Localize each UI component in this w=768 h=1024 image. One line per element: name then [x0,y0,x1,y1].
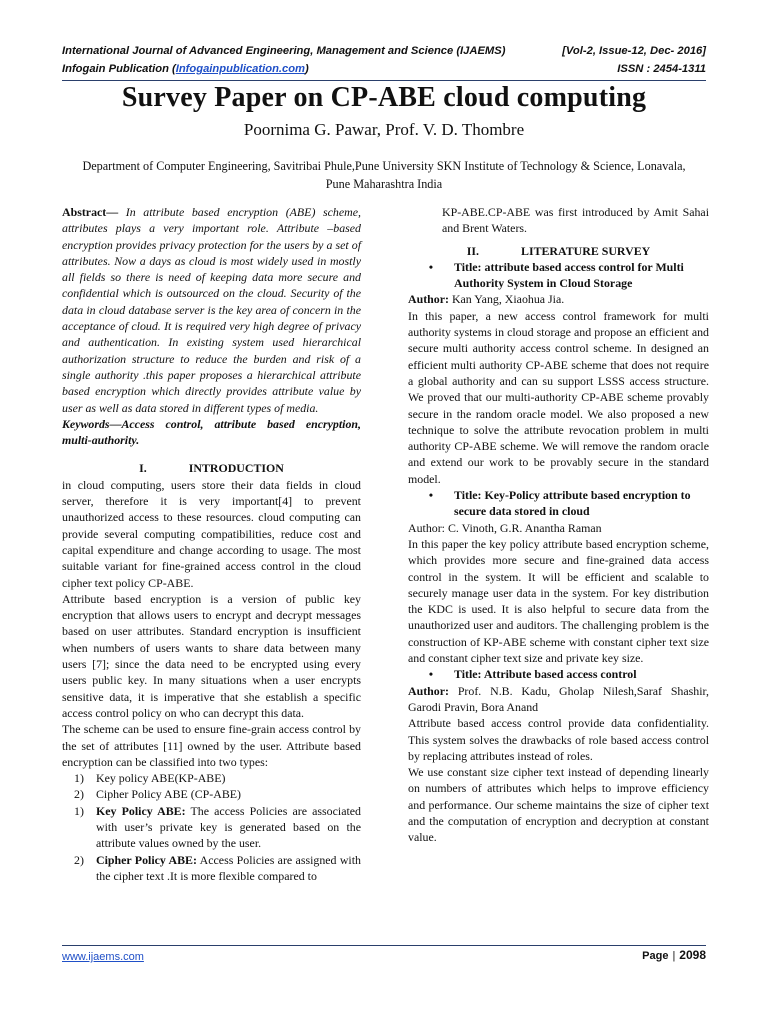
abe-types-list [62,770,361,884]
keywords: Keywords—Access control, attribute based encryption, multi-authority. [62,416,361,448]
journal-website-link[interactable]: www.ijaems.com [62,951,144,963]
left-column [62,204,361,884]
survey-paragraph: Attribute based access control provide data confidentiality. This system solves the drawbacks of role based access control by replacing attributes instead of roles. [408,716,709,763]
issn: ISSN : 2454-1311 [617,63,706,75]
list-item: 1) Key policy ABE(KP-ABE) [74,771,226,786]
intro-paragraph: Attribute based encryption is a version of public key encryption that allows users to encrypt and decrypt messages based on user attributes. Standard encryption is insufficient when numbers of users wants to share data between many users [7]; since the data need to be encrypted using every users public key. In many situations when a user encrypts sensitive data, it is imperative that she establish a specific access control policy on who can decrypt this data. [62,591,361,720]
paper-title: Survey Paper on CP-ABE cloud computing [121,82,647,113]
journal-name: International Journal of Advanced Engineering, Management and Science (IJAEMS) [62,45,506,57]
list-item-continuation: KP-ABE.CP-ABE was first introduced by Amit Sahai and Brent Waters. [442,205,709,236]
page-number: Page | 2098 [642,948,706,962]
list-item: 2) Cipher Policy ABE: Access Policies are assigned with the cipher text .It is more flexible compared to [74,852,361,883]
intro-paragraph: in cloud computing, users store their data fields in cloud server, therefore it is very important[4] to prevent unauthorized access to these resources. cloud computing can provide several computing compatibilities, reduce cost and capital expenditure and change according to usage. The most suitable variant for fine-grained access control in the cloud cipher text policy CP-ABE. [62,477,361,590]
publisher-link[interactable]: Infogainpublication.com [175,63,306,75]
abstract: Abstract— In attribute based encryption (ABE) scheme, attributes plays a very important role. Attribute –based encryption provides privacy protection for the users by a set of attributes. Now a days as cloud is most widely used in mostly all fields so there is need of keeping data more secure and confidential which is outsourced on the cloud. Security of the data in cloud database server is the key area of concern in the acceptance of cloud. It is required very high degree of privacy and authentication. In existing system used hierarchical authorization structure to reduce the burden and risk of a single authority .this paper proposes a hierarchical attribute based encryption which directly provides attribute value by user as well as data stored in different types of media. [62,205,361,415]
right-column [408,204,709,846]
survey-title: • Title: Attribute based access control [428,667,637,682]
paper-authors: Poornima G. Pawar, Prof. V. D. Thombre [243,120,525,139]
volume-info: [Vol-2, Issue-12, Dec- 2016] [562,45,706,57]
survey-paragraph: In this paper, a new access control framework for multi authority systems in cloud storage and propose an efficient and secure multi authority access control scheme. In designed an efficient multi authority CP-ABE scheme that does not require a global authority and can su support LSSS access structure. We proved that our multi-authority CP-ABE scheme provably secure in the random oracle model. We also proposed a new technique to solve the attribute revocation problem in multi authority CP-ABE scheme. We will remove the random oracle and extend our work to be provably secure in the standard model. [408,308,709,486]
footer-divider [62,945,706,946]
abstract-label: Abstract— [62,205,119,219]
survey-paragraph: In this paper the key policy attribute based encryption scheme, which provides more secure and fine-grained data access control in the system. It will be efficient and scalable to securely manage user data in the system. For key distribution the KDC is used. It is also helpful to secure data from the unauthorized user and auditors. The challenging problem is the construction of KP-ABE scheme with constant cipher text size and constant cipher text size and private key size. [408,536,709,666]
list-item: 1) Key Policy ABE: The access Policies are associated with user’s private key is generated based on the attribute values owned by the user. [74,803,362,851]
list-item: 2) Cipher Policy ABE (CP-ABE) [74,787,241,802]
journal-header [62,42,706,78]
section-heading-introduction: I. INTRODUCTION [139,461,284,476]
survey-author: Author: C. Vinoth, G.R. Anantha Raman [408,520,602,535]
affiliation: Department of Computer Engineering, Savitribai Phule,Pune University SKN Institute of Technology & Science, Lonavala, Pune Maharashtra India [82,159,686,191]
survey-title: • Title: Key-Policy attribute based encryption to secure data stored in cloud [428,488,691,519]
survey-author: Author: Kan Yang, Xiaohua Jia. [408,292,565,307]
section-heading-literature-survey: II. LITERATURE SURVEY [466,243,651,258]
survey-title: • Title: attribute based access control for Multi Authority System in Cloud Storage [428,259,684,291]
publisher: Infogain Publication (Infogainpublication.com) [62,63,309,75]
header-divider [62,80,706,81]
survey-author: Author: Prof. N.B. Kadu, Gholap Nilesh,Saraf Shashir, Garodi Pravin, Bora Anand [408,683,709,714]
intro-paragraph: The scheme can be used to ensure fine-grain access control by the set of attributes [11] owned by the user. Attribute based encryption can be classified into two types: [62,722,361,769]
survey-paragraph: We use constant size cipher text instead of depending linearly on numbers of attributes which helps to improve efficiency and performance. Our scheme maintains the size of cipher text and the computation of encryption and decryption at constant value. [408,765,709,845]
